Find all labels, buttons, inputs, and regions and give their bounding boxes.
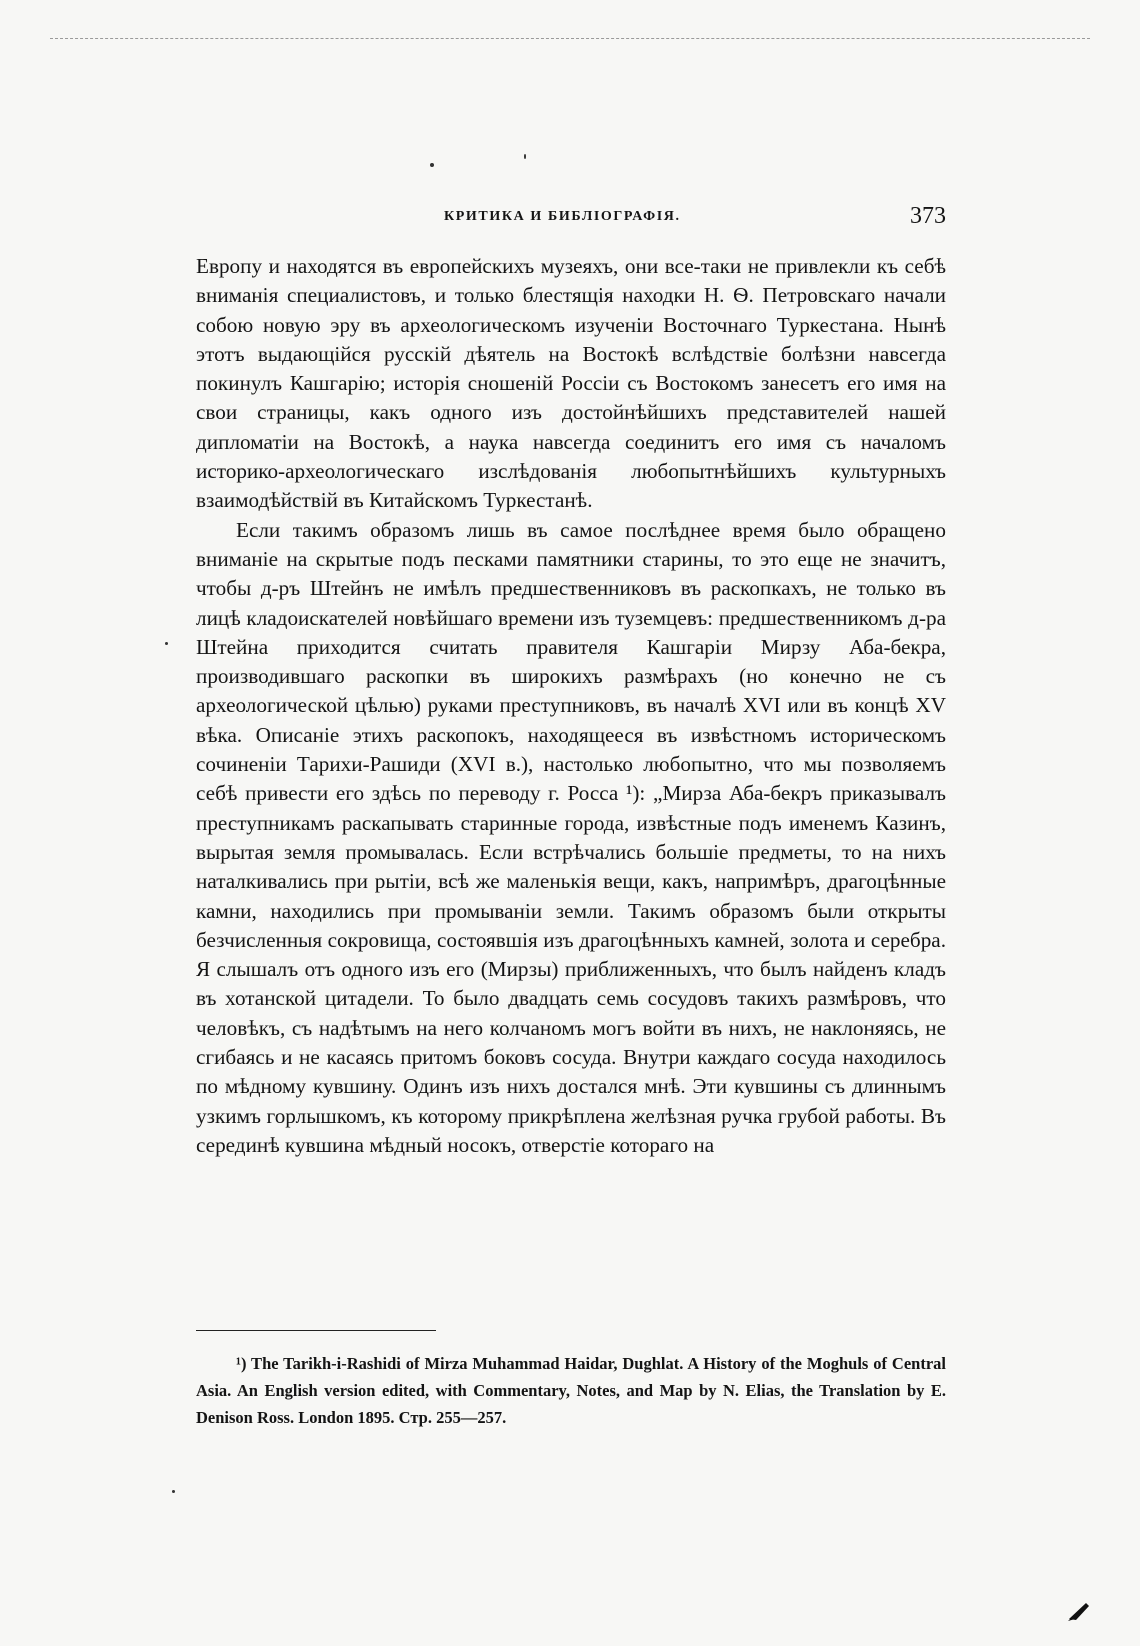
page-header — [196, 205, 946, 235]
scan-speck — [172, 1490, 175, 1493]
paragraph: Европу и находятся въ европейскихъ музеяхъ, они все-таки не привлекли къ себѣ вниманія специалистовъ, и только блестящія находки Н. Ѳ. Петровскаго начали собою новую эру въ археологическомъ изученіи Восточнаго Туркестана. Нынѣ этотъ выдающійся русскій дѣятель на Востокѣ вслѣдствіе болѣзни навсегда покинулъ Кашгарію; исторія сношеній Россіи съ Востокомъ занесетъ его имя на свои страницы, какъ одного изъ достойнѣйшихъ представителей нашей дипломатіи на Востокѣ, а наука навсегда соединитъ его имя съ началомъ историко-археологическаго изслѣдованія любопытнѣйшихъ культурныхъ взаимодѣйствій въ Китайскомъ Туркестанѣ. — [196, 254, 946, 513]
footnote: ¹) The Tarikh-i-Rashidi of Mirza Muhammad Haidar, Dughlat. A History of the Moghuls of Central Asia. An English version edited, with Commentary, Notes, and Map by N. Elias, the Translation by E. Denison Ross. London 1895. Стр. 255—257. — [196, 1354, 946, 1427]
body-text — [196, 252, 946, 1160]
scan-speck — [430, 163, 434, 167]
ink-mark-icon — [1067, 1600, 1091, 1622]
paragraph: Если такимъ образомъ лишь въ самое послѣднее время было обращено вниманіе на скрытые подъ песками памятники старины, то это еще не значитъ, чтобы д-ръ Штейнъ не имѣлъ предшественниковъ въ раскопкахъ, не только въ лицѣ кладоискателей новѣйшаго времени изъ туземцевъ: предшественникомъ д-ра Штейна приходится считать правителя Кашгаріи Мирзу Аба-бекра, производившаго раскопки въ широкихъ размѣрахъ (но конечно не съ археологической цѣлью) руками преступниковъ, въ началѣ XVI или въ концѣ XV вѣка. Описаніе этихъ раскопокъ, находящееся въ извѣстномъ историческомъ сочиненіи Тарихи-Рашиди (XVI в.), настолько любопытно, что мы позволяемъ себѣ привести его здѣсь по переводу г. Росса ¹): „Мирза Аба-бекръ приказывалъ преступникамъ раскапывать старинные города, извѣстные подъ именемъ Казинъ, вырытая земля промывалась. Если встрѣчались большіе предметы, то на нихъ наталкивались при рытіи, всѣ же маленькія вещи, какъ, напримѣръ, драгоцѣнные камни, находились при промываніи земли. Такимъ образомъ были открыты безчисленныя сокровища, состоявшія изъ драгоцѣнныхъ камней, золота и серебра. Я слышалъ отъ одного изъ его (Мирзы) приближенныхъ, что былъ найденъ кладъ въ хотанской цитадели. То было двадцать семь сосудовъ такихъ размѣровъ, что человѣкъ, съ надѣтымъ на него колчаномъ могъ войти въ нихъ, не наклоняясь, не сгибаясь и не касаясь притомъ боковъ сосуда. Внутри каждаго сосуда находилось по мѣдному кувшину. Одинъ изъ нихъ достался мнѣ. Эти кувшины съ длиннымъ узкимъ горлышкомъ, къ которому прикрѣплена желѣзная ручка грубой работы. Въ серединѣ кувшина мѣдный носокъ, отверстіе котораго на — [196, 517, 946, 1157]
running-head: КРИТИКА И БИБЛІОГРАФІЯ. — [444, 209, 681, 224]
page-number: 373 — [910, 203, 946, 229]
scan-speck — [165, 642, 168, 645]
scan-speck — [524, 154, 526, 159]
footnote-divider — [196, 1330, 436, 1331]
scan-edge-line — [50, 38, 1090, 39]
